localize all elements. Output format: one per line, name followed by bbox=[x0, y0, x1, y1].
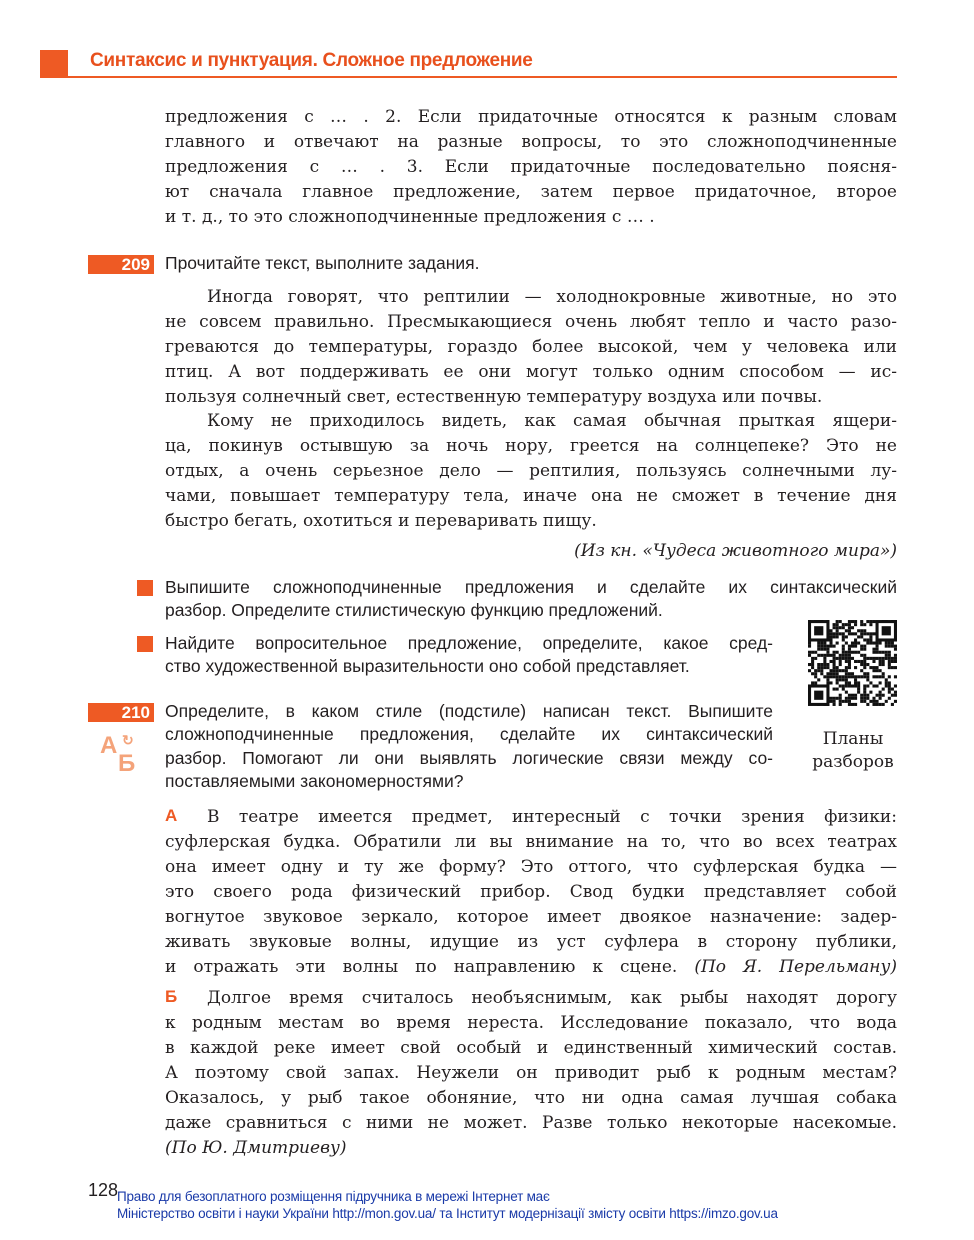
text-label-a: А bbox=[165, 806, 178, 825]
license-line: Міністерство освіти і науки України http://mon.gov.ua/ та Інститут модернізації змісту освіти https://imzo.gov.ua bbox=[117, 1206, 778, 1221]
text-line: суфлерская будка. Обратили ли вы внимание на то, что во всех театрах bbox=[165, 832, 897, 852]
text-line: сложноподчиненные предложения, сделайте их синтаксический bbox=[165, 724, 773, 745]
exercise-210-instruction bbox=[165, 700, 773, 793]
qr-caption bbox=[800, 728, 906, 774]
text-line: она имеет одну и ту же форму? Это оттого, что суфлерская будка — bbox=[165, 857, 897, 877]
text-line: предложения с … . 3. Если придаточные последовательно поясня- bbox=[165, 157, 897, 177]
text-line: это своего рода физический прибор. Свод будки представляет собой bbox=[165, 882, 897, 902]
text-line: не совсем правильно. Пресмыкающиеся очень любят тепло и часто разо- bbox=[165, 312, 897, 332]
license-notice bbox=[117, 1188, 778, 1222]
text-line: быстро бегать, охотиться и переваривать пищу. bbox=[165, 511, 597, 531]
text-line: разбор. Определите стилистическую функцию предложений. bbox=[165, 600, 663, 621]
exercise-number-209: 209 bbox=[88, 255, 154, 274]
text-line: к родным местам во время нереста. Исследование показало, что вода bbox=[165, 1013, 897, 1033]
exercise-209-instruction: Прочитайте текст, выполните задания. bbox=[165, 253, 480, 273]
page-number: 128 bbox=[88, 1180, 119, 1200]
text-a-source: (По Я. Перельману) bbox=[694, 957, 897, 977]
swap-arrows-icon: ↻ bbox=[122, 732, 134, 748]
text-label-b: Б bbox=[165, 987, 178, 1006]
text-b bbox=[165, 986, 897, 1136]
text-paragraph-2 bbox=[165, 409, 897, 534]
text-line: отдых, а очень серьезное дело — рептилия, пользуясь солнечными лу- bbox=[165, 461, 897, 481]
text-line: чами, повышает температуру тела, иначе она не сможет в течение дня bbox=[165, 486, 897, 506]
qr-code[interactable] bbox=[808, 620, 897, 706]
intro-paragraph bbox=[165, 105, 897, 230]
text-line: в каждой реке имеет свой особый и единственный химический состав. bbox=[165, 1038, 897, 1058]
text-line: птиц. А вот поддерживать ее они могут только одним способом — ис- bbox=[165, 362, 897, 382]
license-line: Право для безоплатного розміщення підручника в мережі Інтернет має bbox=[117, 1189, 550, 1204]
qr-caption-line: Планы bbox=[822, 729, 884, 749]
icon-letter: А bbox=[100, 732, 118, 759]
text-line: В театре имеется предмет, интересный с точки зрения физики: bbox=[207, 807, 897, 827]
text-line: Определите, в каком стиле (подстиле) написан текст. Выпишите bbox=[165, 701, 773, 721]
language-icon bbox=[98, 732, 144, 778]
text-line: главного и отвечают на разные вопросы, то это сложноподчиненные bbox=[165, 132, 897, 152]
header-marker bbox=[40, 50, 68, 78]
text-b-source: (По Ю. Дмитриеву) bbox=[165, 1138, 347, 1158]
header-rule bbox=[68, 76, 897, 78]
text-line: живать звуковые волны, идущие из уст суфлера в сторону публики, bbox=[165, 932, 897, 952]
text-a bbox=[165, 805, 897, 955]
task-bullet bbox=[137, 636, 153, 652]
text-line: Иногда говорят, что рептилии — холоднокровные животные, но это bbox=[207, 287, 897, 307]
text-line: Кому не приходилось видеть, как самая обычная прыткая ящери- bbox=[207, 411, 897, 431]
text-line: Выпишите сложноподчиненные предложения и сделайте их синтаксический bbox=[165, 577, 897, 597]
header-title: Синтаксис и пунктуация. Сложное предложение bbox=[90, 50, 533, 71]
text-line: вогнутое звуковое зеркало, которое имеет двоякое назначение: задер- bbox=[165, 907, 897, 927]
icon-letter: Б bbox=[118, 750, 136, 777]
text-line: разбор. Помогают ли они выявлять логические связи между со- bbox=[165, 747, 773, 768]
text-line: ца, покинув остывшую за ночь нору, греется на солнцепеке? Это не bbox=[165, 436, 897, 456]
task-1 bbox=[165, 576, 897, 623]
text-line: и т. д., то это сложноподчиненные предложения с … . bbox=[165, 207, 655, 227]
exercise-number-210: 210 bbox=[88, 703, 154, 722]
task-2 bbox=[165, 632, 773, 679]
text-paragraph-1 bbox=[165, 285, 897, 410]
text-line: Найдите вопросительное предложение, определите, какое сред- bbox=[165, 633, 773, 653]
text-line: греваются до температуры, гораздо более высокой, чем у человека или bbox=[165, 337, 897, 357]
text-line: пользуя солнечный свет, естественную температуру воздуха или почвы. bbox=[165, 387, 823, 407]
qr-caption-line: разборов bbox=[812, 752, 894, 772]
text-line: Долгое время считалось необъяснимым, как рыбы находят дорогу bbox=[207, 988, 897, 1008]
text-a-last-line bbox=[165, 955, 897, 980]
text-line: Оказалось, у рыб такое обоняние, что ни одна самая лучшая собака bbox=[165, 1088, 897, 1108]
text-line: А поэтому свой запах. Неужели он приводит рыб к родным местам? bbox=[165, 1063, 897, 1083]
text-line: ство художественной выразительности оно собой представляет. bbox=[165, 656, 690, 677]
text-source: (Из кн. «Чудеса животного мира») bbox=[574, 541, 897, 561]
text-a-line: и отражать эти волны по направлению к сцене. bbox=[165, 957, 678, 977]
qr-code-image bbox=[808, 620, 897, 706]
text-line: предложения с … . 2. Если придаточные относятся к разным словам bbox=[165, 107, 897, 127]
text-line: ют сначала главное предложение, затем первое придаточное, второе bbox=[165, 182, 897, 202]
text-line: даже сравниться с ними не может. Разве только некоторые насекомые. bbox=[165, 1113, 897, 1133]
task-bullet bbox=[137, 580, 153, 596]
text-line: поставляемыми закономерностями? bbox=[165, 770, 464, 791]
